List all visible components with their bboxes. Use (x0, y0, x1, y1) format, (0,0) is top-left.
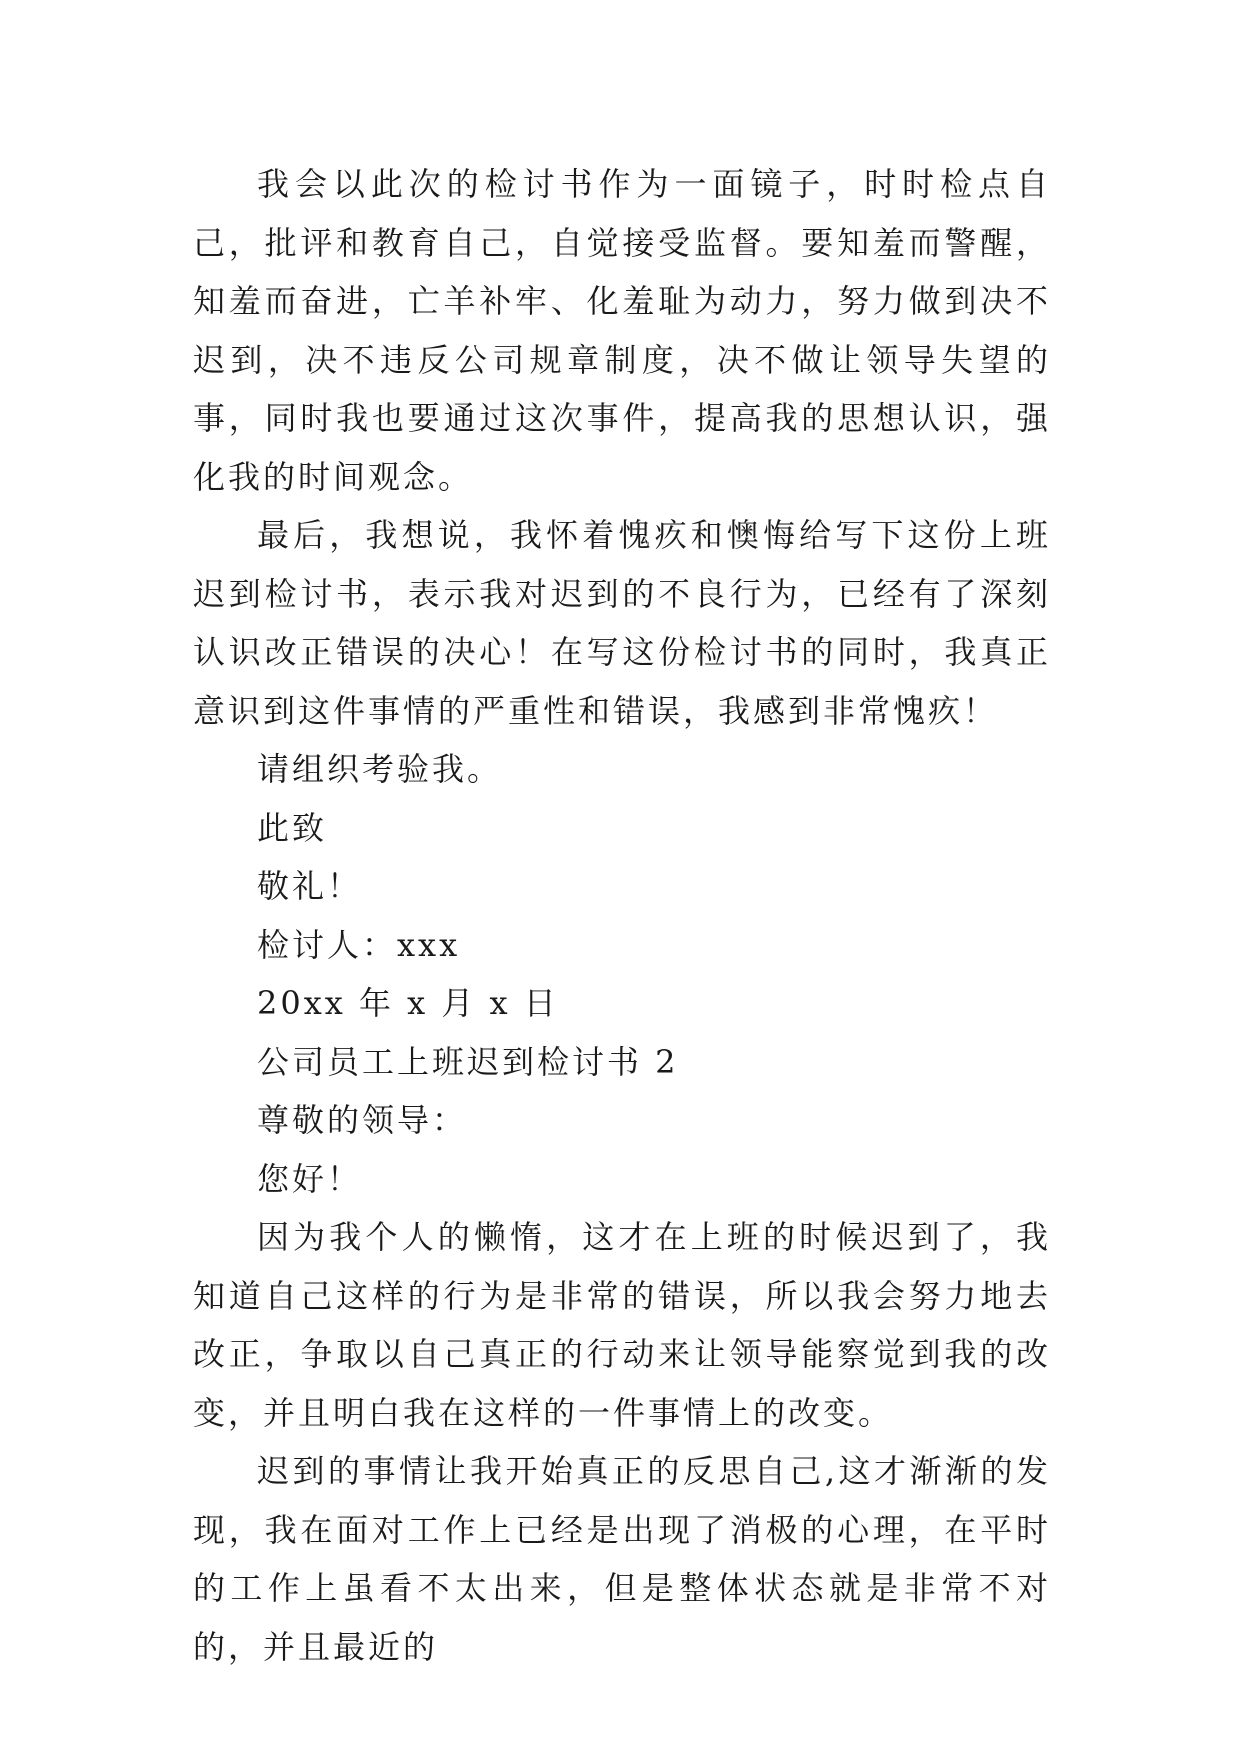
paragraph-mirror-reflection: 我会以此次的检讨书作为一面镜子，时时检点自己，批评和教育自己，自觉接受监督。要知羞而警醒，知羞而奋进，亡羊补牢、化羞耻为动力，努力做到决不迟到，决不违反公司规章制度，决不做让领导失望的事，同时我也要通过这次事件，提高我的思想认识，强化我的时间观念。 (193, 165, 1051, 496)
closing-line-2: 敬礼！ (257, 867, 363, 905)
paragraph-laziness: 因为我个人的懒惰，这才在上班的时候迟到了，我知道自己这样的行为是非常的错误，所以我会努力地去改正，争取以自己真正的行动来让领导能察觉到我的改变，并且明白我在这样的一件事情上的改变。 (193, 1218, 1051, 1432)
closing-line-1: 此致 (257, 808, 328, 847)
document-body (193, 155, 1051, 1676)
signer-line: 检讨人：xxx (257, 925, 461, 964)
salutation-line: 尊敬的领导： (257, 1101, 468, 1139)
paragraph-reflection: 迟到的事情让我开始真正的反思自己,这才渐渐的发现，我在面对工作上已经是出现了消极的心理，在平时的工作上虽看不太出来，但是整体状态就是非常不对的，并且最近的 (193, 1452, 1051, 1666)
date-line: 20xx 年 x 月 x 日 (257, 984, 559, 1022)
section-title: 公司员工上班迟到检讨书 2 (257, 1042, 679, 1081)
paragraph-final-remarks: 最后，我想说，我怀着愧疚和懊悔给写下这份上班迟到检讨书，表示我对迟到的不良行为，已经有了深刻认识改正错误的决心！在写这份检讨书的同时，我真正意识到这件事情的严重性和错误，我感到非常愧疚！ (193, 516, 1051, 730)
request-line: 请组织考验我。 (257, 750, 503, 788)
greeting-line: 您好！ (257, 1159, 363, 1198)
